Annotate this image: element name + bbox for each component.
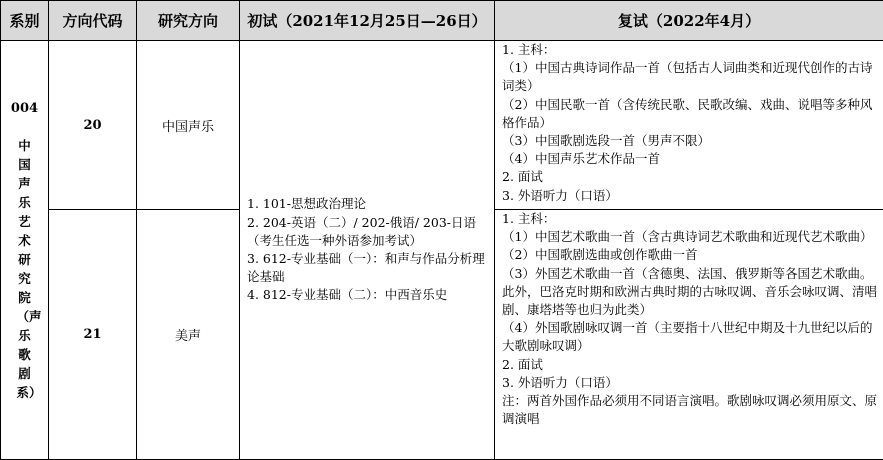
header-research-direction: 研究方向 [137, 1, 240, 41]
research-direction: 美声 [137, 210, 240, 460]
list-item: 4. 812-专业基础（二）：中西音乐史 [247, 287, 448, 303]
list-item: 2. 面试 [502, 169, 543, 185]
department-cell [1, 41, 49, 460]
list-item: （2）中国歌剧选曲或创作歌曲一首 [502, 247, 698, 263]
initial-exam-cell [240, 41, 495, 460]
list-item: 1. 101-思想政治理论 [247, 196, 366, 212]
direction-code: 21 [49, 210, 137, 460]
header-department: 系别 [1, 1, 49, 41]
header-retest: 复试（2022年4月） [495, 1, 883, 41]
department-code: 004 [10, 100, 39, 116]
list-item: 2. 204-英语（二）/ 202-俄语/ 203-日语（考生任选一种外语参加考试） [247, 214, 477, 248]
header-row [1, 1, 883, 41]
research-direction: 中国声乐 [137, 41, 240, 210]
table-row [1, 41, 883, 210]
retest-cell [495, 210, 883, 460]
list-item: 3. 外语听力（口语） [502, 187, 618, 203]
list-item: 1. 主科： [502, 42, 556, 57]
list-item: 2. 面试 [502, 356, 543, 372]
retest-cell [495, 41, 883, 210]
header-initial-exam: 初试（2021年12月25日—26日） [240, 1, 495, 41]
list-item: （1）中国艺术歌曲一首（含古典诗词艺术歌曲和近现代艺术歌曲） [502, 229, 873, 245]
department-name: 中国声乐艺术研究院（声乐歌剧系） [16, 137, 42, 400]
list-item: 注：两首外国作品必须用不同语言演唱。歌剧咏叹调必须用原文、原调演唱 [502, 393, 878, 427]
list-item: （2）中国民歌一首（含传统民歌、民歌改编、戏曲、说唱等多种风格作品） [502, 96, 873, 130]
list-item: （1）中国古典诗词作品一首（包括古人词曲类和近现代创作的古诗词类） [502, 60, 873, 94]
list-item: （4）外国歌剧咏叹调一首（主要指十八世纪中期及十九世纪以后的大歌剧咏叹调） [502, 320, 873, 354]
list-item: 3. 612-专业基础（一）：和声与作品分析理论基础 [247, 251, 485, 285]
list-item: 1. 主科： [502, 211, 556, 226]
list-item: （3）中国歌剧选段一首（男声不限） [502, 133, 710, 149]
direction-code: 20 [49, 41, 137, 210]
list-item: （4）中国声乐艺术作品一首 [502, 151, 660, 167]
header-direction-code: 方向代码 [49, 1, 137, 41]
list-item: 3. 外语听力（口语） [502, 374, 618, 390]
list-item: （3）外国艺术歌曲一首（含德奥、法国、俄罗斯等各国艺术歌曲。此外，巴洛克时期和欧洲古典时期的古咏叹调、音乐会咏叹调、清唱剧、康塔塔等也归为此类） [502, 265, 878, 318]
